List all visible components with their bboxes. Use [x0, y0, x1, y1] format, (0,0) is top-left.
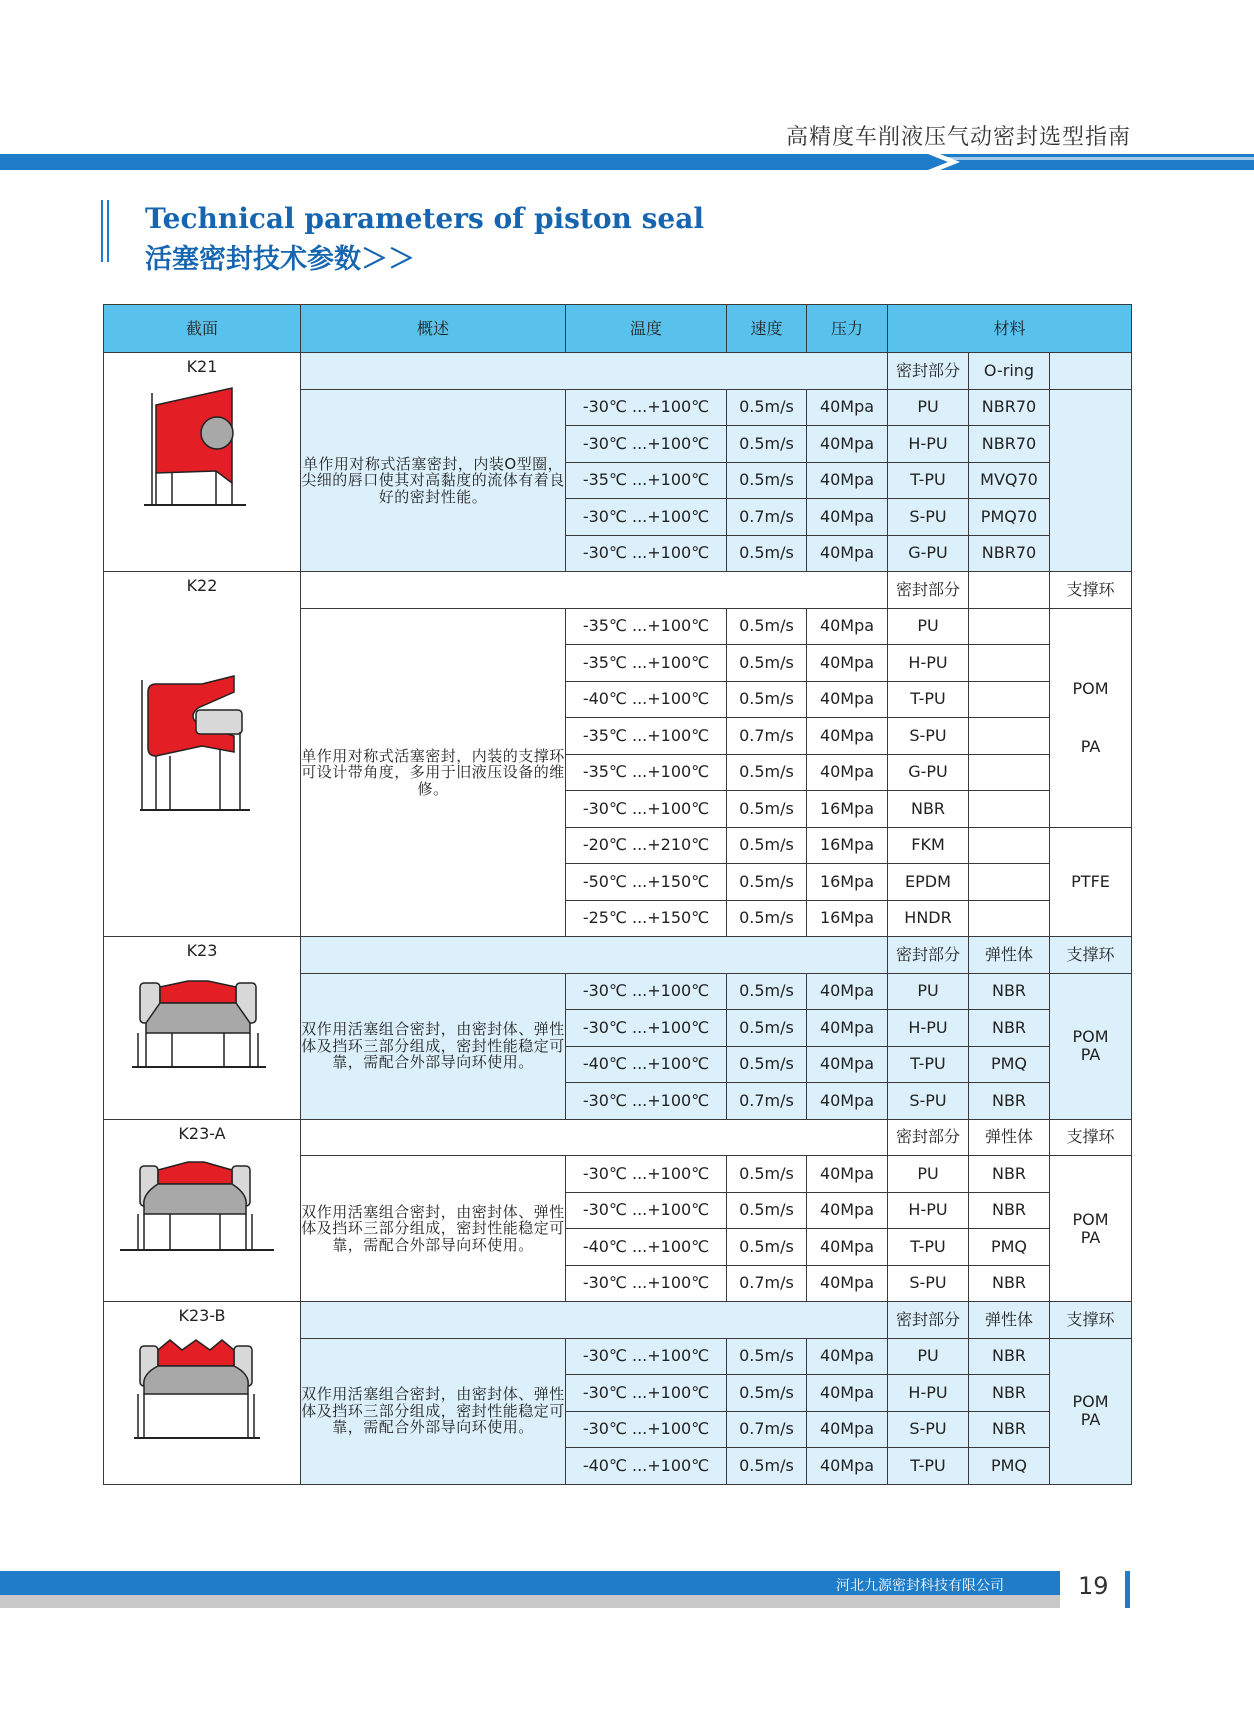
section-name: K23-B [178, 1306, 226, 1325]
section-k23a-cell [104, 1119, 301, 1302]
pressure-cell: 40Mpa [807, 718, 888, 755]
temp-cell: -40℃ ...+100℃ [566, 681, 727, 718]
speed-cell: 0.5m/s [727, 1338, 807, 1375]
section-name: K23 [186, 941, 218, 960]
seal-material-cell: T-PU [888, 1229, 969, 1266]
sub-header-cell: 弹性体 [969, 1302, 1050, 1339]
seal-material-cell: T-PU [888, 1046, 969, 1083]
company-name: 河北九源密封科技有限公司 [836, 1578, 1004, 1594]
section-name: K23-A [178, 1123, 226, 1143]
section-description: 单作用对称式活塞密封，内装O型圈，尖细的唇口使其对高黏度的流体有着良好的密封性能。 [301, 389, 566, 572]
support-material: PA [1080, 1410, 1101, 1429]
pressure-cell: 40Mpa [807, 426, 888, 463]
speed-cell: 0.7m/s [727, 1411, 807, 1448]
speed-cell: 0.5m/s [727, 608, 807, 645]
pressure-cell: 40Mpa [807, 645, 888, 682]
speed-cell: 0.5m/s [727, 754, 807, 791]
temp-cell: -50℃ ...+150℃ [566, 864, 727, 901]
oring-material-cell: MVQ70 [969, 462, 1050, 499]
pressure-cell: 40Mpa [807, 754, 888, 791]
seal-material-cell: S-PU [888, 1083, 969, 1120]
speed-cell: 0.5m/s [727, 1046, 807, 1083]
sub-header-cell: 密封部分 [888, 937, 969, 974]
sub-header-cell: 密封部分 [888, 1302, 969, 1339]
oring-material-cell: NBR70 [969, 389, 1050, 426]
sub-header-cell: 支撑环 [1050, 1119, 1132, 1156]
sub-header-cell: 密封部分 [888, 353, 969, 390]
elastomer-cell: NBR [969, 1192, 1050, 1229]
speed-cell: 0.5m/s [727, 791, 807, 828]
page-number: 19 [1078, 1572, 1109, 1600]
sub-header-cell: 弹性体 [969, 937, 1050, 974]
page-title-cn: 活塞密封技术参数＞＞ [145, 244, 415, 275]
seal-material-cell: PU [888, 973, 969, 1010]
pressure-cell: 40Mpa [807, 1448, 888, 1485]
section-k21-cell [104, 353, 301, 572]
temp-cell: -35℃ ...+100℃ [566, 608, 727, 645]
pressure-cell: 40Mpa [807, 1156, 888, 1193]
speed-cell: 0.5m/s [727, 973, 807, 1010]
support-material-cell [1050, 1338, 1132, 1484]
temp-cell: -25℃ ...+150℃ [566, 900, 727, 937]
temp-cell: -40℃ ...+100℃ [566, 1229, 727, 1266]
support-material: POM [1072, 1027, 1109, 1047]
speed-cell: 0.7m/s [727, 1265, 807, 1302]
seal-material-cell: H-PU [888, 645, 969, 682]
seal-material-cell: G-PU [888, 535, 969, 572]
sub-header-cell: 弹性体 [969, 1119, 1050, 1156]
pressure-cell: 40Mpa [807, 1229, 888, 1266]
temp-cell: -30℃ ...+100℃ [566, 389, 727, 426]
temp-cell: -40℃ ...+100℃ [566, 1046, 727, 1083]
oring-material-cell: NBR70 [969, 535, 1050, 572]
elastomer-cell: PMQ [969, 1229, 1050, 1266]
support-material-cell [1050, 1156, 1132, 1302]
sub-header-cell: O-ring [969, 353, 1050, 390]
sub-header-cell [969, 572, 1050, 609]
elastomer-cell: NBR [969, 1411, 1050, 1448]
section-name: K21 [186, 357, 218, 376]
temp-cell: -30℃ ...+100℃ [566, 535, 727, 572]
speed-cell: 0.5m/s [727, 462, 807, 499]
section-k23b-cell [104, 1302, 301, 1485]
section-k23-cell [104, 937, 301, 1120]
seal-material-cell: NBR [888, 791, 969, 828]
pressure-cell: 16Mpa [807, 900, 888, 937]
elastomer-cell: NBR [969, 1265, 1050, 1302]
k23a-seal-profile-icon [118, 1158, 278, 1258]
speed-cell: 0.5m/s [727, 1156, 807, 1193]
temp-cell: -30℃ ...+100℃ [566, 1192, 727, 1229]
seal-material-cell: PU [888, 389, 969, 426]
support-material: PA [1080, 1045, 1101, 1064]
temp-cell: -35℃ ...+100℃ [566, 645, 727, 682]
speed-cell: 0.5m/s [727, 1010, 807, 1047]
pressure-cell: 40Mpa [807, 1083, 888, 1120]
pressure-cell: 40Mpa [807, 681, 888, 718]
spec-table [103, 304, 1132, 1485]
speed-cell: 0.5m/s [727, 535, 807, 572]
sub-header-cell: 支撑环 [1050, 1302, 1132, 1339]
temp-cell: -30℃ ...+100℃ [566, 1411, 727, 1448]
section-k23a-subheader [104, 1119, 1132, 1156]
support-material: PA [1080, 1227, 1101, 1247]
temp-cell: -30℃ ...+100℃ [566, 1265, 727, 1302]
temp-cell: -30℃ ...+100℃ [566, 499, 727, 536]
k23b-seal-profile-icon [134, 1336, 274, 1446]
temp-cell: -30℃ ...+100℃ [566, 426, 727, 463]
section-description: 双作用活塞组合密封，由密封体、弹性体及挡环三部分组成，密封性能稳定可靠，需配合外部导向环使用。 [301, 1156, 566, 1302]
seal-material-cell: T-PU [888, 462, 969, 499]
elastomer-cell: NBR [969, 1338, 1050, 1375]
pressure-cell: 40Mpa [807, 973, 888, 1010]
pressure-cell: 40Mpa [807, 1411, 888, 1448]
pressure-cell: 16Mpa [807, 827, 888, 864]
speed-cell: 0.5m/s [727, 1192, 807, 1229]
header-bar [0, 154, 1254, 170]
support-material-cell: PTFE [1050, 827, 1132, 937]
section-k21-subheader [104, 353, 1132, 390]
temp-cell: -30℃ ...+100℃ [566, 1156, 727, 1193]
section-k22-cell [104, 572, 301, 937]
header-cell: 速度 [727, 305, 807, 353]
seal-material-cell: G-PU [888, 754, 969, 791]
elastomer-cell: NBR [969, 1010, 1050, 1047]
pressure-cell: 40Mpa [807, 1265, 888, 1302]
table-header-row [104, 305, 1132, 353]
sub-header-cell: 密封部分 [888, 572, 969, 609]
speed-cell: 0.5m/s [727, 1375, 807, 1412]
seal-material-cell: T-PU [888, 1448, 969, 1485]
pressure-cell: 40Mpa [807, 1338, 888, 1375]
temp-cell: -35℃ ...+100℃ [566, 754, 727, 791]
support-material: POM [1072, 1209, 1109, 1229]
pressure-cell: 40Mpa [807, 389, 888, 426]
speed-cell: 0.7m/s [727, 718, 807, 755]
support-material-cell [1050, 973, 1132, 1119]
section-description: 双作用活塞组合密封，由密封体、弹性体及挡环三部分组成，密封性能稳定可靠，需配合外部导向环使用。 [301, 973, 566, 1119]
header-cell: 压力 [807, 305, 888, 353]
sub-header-cell [1050, 353, 1132, 390]
seal-material-cell: S-PU [888, 1265, 969, 1302]
speed-cell: 0.5m/s [727, 827, 807, 864]
section-k23b-subheader [104, 1302, 1132, 1339]
speed-cell: 0.7m/s [727, 1083, 807, 1120]
footer-bar-shadow [0, 1595, 1060, 1608]
pressure-cell: 40Mpa [807, 1375, 888, 1412]
seal-material-cell: H-PU [888, 1192, 969, 1229]
section-name: K22 [186, 576, 218, 595]
header-cell: 概述 [301, 305, 566, 353]
seal-material-cell: PU [888, 1338, 969, 1375]
seal-material-cell: EPDM [888, 864, 969, 901]
pressure-cell: 40Mpa [807, 1010, 888, 1047]
sub-header-cell: 支撑环 [1050, 572, 1132, 609]
pressure-cell: 40Mpa [807, 535, 888, 572]
section-k22-subheader [104, 572, 1132, 609]
header-cell: 截面 [104, 305, 301, 353]
seal-material-cell: T-PU [888, 681, 969, 718]
k22-seal-profile-icon [140, 672, 260, 817]
pressure-cell: 40Mpa [807, 462, 888, 499]
title-decoration [101, 200, 111, 262]
pressure-cell: 16Mpa [807, 791, 888, 828]
page-marker [1125, 1571, 1130, 1608]
pressure-cell: 40Mpa [807, 608, 888, 645]
seal-material-cell: H-PU [888, 1010, 969, 1047]
temp-cell: -30℃ ...+100℃ [566, 1010, 727, 1047]
temp-cell: -35℃ ...+100℃ [566, 462, 727, 499]
speed-cell: 0.7m/s [727, 499, 807, 536]
speed-cell: 0.5m/s [727, 681, 807, 718]
temp-cell: -30℃ ...+100℃ [566, 1338, 727, 1375]
speed-cell: 0.5m/s [727, 426, 807, 463]
temp-cell: -30℃ ...+100℃ [566, 1375, 727, 1412]
pressure-cell: 40Mpa [807, 1046, 888, 1083]
oring-material-cell: NBR70 [969, 426, 1050, 463]
seal-material-cell: H-PU [888, 426, 969, 463]
seal-material-cell: S-PU [888, 1411, 969, 1448]
seal-material-cell: PU [888, 1156, 969, 1193]
temp-cell: -35℃ ...+100℃ [566, 718, 727, 755]
section-description: 双作用活塞组合密封，由密封体、弹性体及挡环三部分组成，密封性能稳定可靠，需配合外部导向环使用。 [301, 1338, 566, 1484]
oring-material-cell: PMQ70 [969, 499, 1050, 536]
seal-material-cell: S-PU [888, 499, 969, 536]
elastomer-cell: PMQ [969, 1448, 1050, 1485]
seal-material-cell: H-PU [888, 1375, 969, 1412]
header-cell: 温度 [566, 305, 727, 353]
speed-cell: 0.5m/s [727, 645, 807, 682]
sub-header-cell: 支撑环 [1050, 937, 1132, 974]
page-title-en: Technical parameters of piston seal [145, 202, 705, 235]
header-cell: 材料 [888, 305, 1132, 353]
elastomer-cell: NBR [969, 1156, 1050, 1193]
pressure-cell: 40Mpa [807, 1192, 888, 1229]
support-material: POM [1072, 678, 1109, 698]
temp-cell: -30℃ ...+100℃ [566, 973, 727, 1010]
seal-material-cell: PU [888, 608, 969, 645]
sub-header-cell: 密封部分 [888, 1119, 969, 1156]
temp-cell: -30℃ ...+100℃ [566, 791, 727, 828]
k21-seal-profile-icon [142, 383, 262, 511]
pressure-cell: 16Mpa [807, 864, 888, 901]
k23-seal-profile-icon [132, 975, 272, 1075]
speed-cell: 0.5m/s [727, 1229, 807, 1266]
section-description: 单作用对称式活塞密封，内装的支撑环可设计带角度，多用于旧液压设备的维修。 [301, 608, 566, 937]
speed-cell: 0.5m/s [727, 900, 807, 937]
header-title: 高精度车削液压气动密封选型指南 [785, 125, 1131, 150]
elastomer-cell: PMQ [969, 1046, 1050, 1083]
speed-cell: 0.5m/s [727, 1448, 807, 1485]
speed-cell: 0.5m/s [727, 389, 807, 426]
elastomer-cell: NBR [969, 1375, 1050, 1412]
support-material: POM [1072, 1392, 1109, 1412]
speed-cell: 0.5m/s [727, 864, 807, 901]
support-material-cell [1050, 608, 1132, 827]
seal-material-cell: HNDR [888, 900, 969, 937]
seal-material-cell: FKM [888, 827, 969, 864]
pressure-cell: 40Mpa [807, 499, 888, 536]
support-material: PA [1080, 736, 1101, 756]
elastomer-cell: NBR [969, 1083, 1050, 1120]
temp-cell: -20℃ ...+210℃ [566, 827, 727, 864]
section-k23-subheader [104, 937, 1132, 974]
temp-cell: -30℃ ...+100℃ [566, 1083, 727, 1120]
elastomer-cell: NBR [969, 973, 1050, 1010]
seal-material-cell: S-PU [888, 718, 969, 755]
temp-cell: -40℃ ...+100℃ [566, 1448, 727, 1485]
